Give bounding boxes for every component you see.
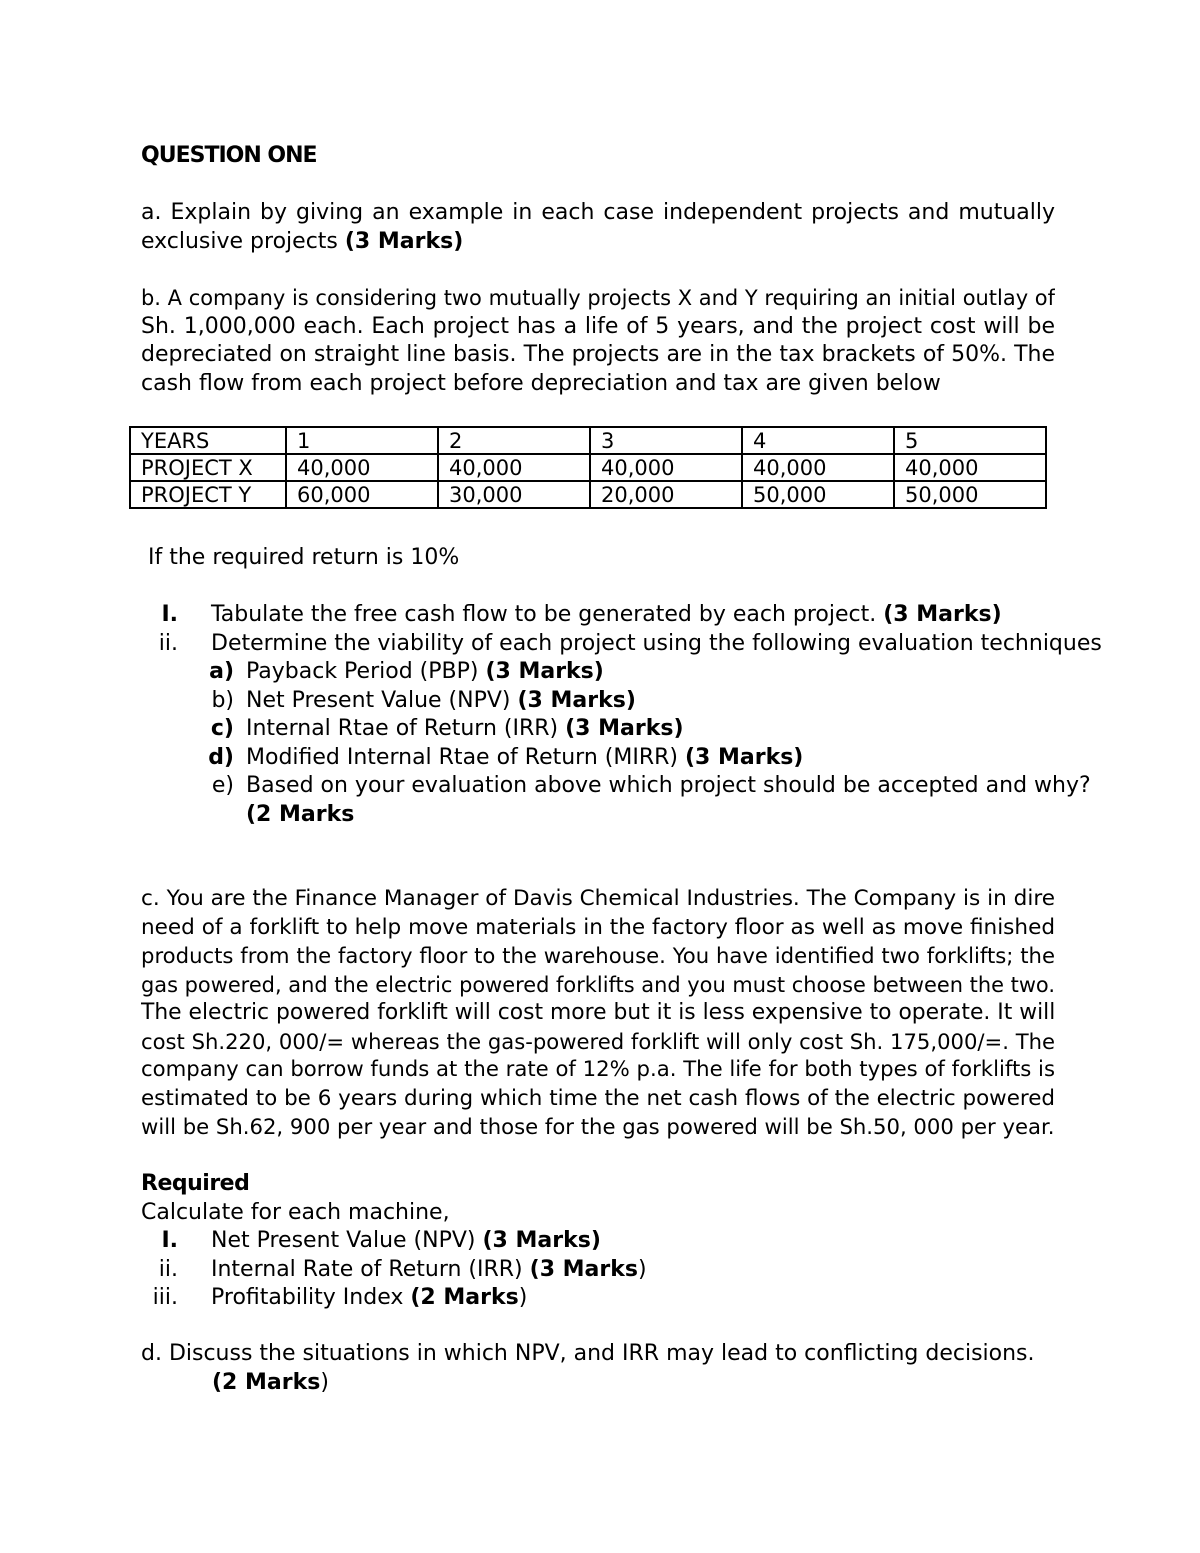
table-cell: 2 <box>438 427 590 454</box>
item-c-iii <box>211 1284 527 1312</box>
part-d-marks-line <box>212 1369 329 1397</box>
item-c-ii-text: Internal Rate of Return (IRR) <box>211 1257 530 1282</box>
item-c-i-number: I. <box>161 1228 178 1253</box>
table-cell: PROJECT X <box>130 454 286 481</box>
part-c-line-6: cost Sh.220, 000/= whereas the gas-powered forklift will only cost Sh. 175,000/=. The <box>141 1028 1055 1054</box>
part-a-marks: (3 Marks) <box>344 228 464 254</box>
required-heading: Required <box>141 1171 250 1196</box>
part-a-line-2 <box>141 228 1055 257</box>
sub-b-text: Net Present Value (NPV) <box>246 688 518 713</box>
item-b-i-number: I. <box>161 602 178 627</box>
sub-e-letter: e) <box>211 773 234 798</box>
sub-c-letter: c) <box>210 716 234 741</box>
table-cell: 50,000 <box>894 481 1046 508</box>
sub-d-marks: (3 Marks) <box>684 745 804 770</box>
part-c-line-3: products from the factory floor to the warehouse. You have identified two forklifts; the <box>141 943 1055 968</box>
table-cell: 5 <box>894 427 1046 454</box>
sub-a-text: Payback Period (PBP) <box>246 659 486 684</box>
item-b-i-marks: (3 Marks) <box>883 602 1002 627</box>
item-c-ii-number: ii. <box>158 1257 178 1282</box>
part-c-line-4: gas powered, and the electric powered forklifts and you must choose between the two. <box>141 972 1055 997</box>
part-c-line-8: estimated to be 6 years during which time the net cash flows of the electric powered <box>141 1085 1055 1111</box>
part-c-line-9: will be Sh.62, 900 per year and those for the gas powered will be Sh.50, 000 per year. <box>141 1114 1055 1139</box>
item-c-iii-number: iii. <box>152 1285 178 1310</box>
table-cell: 40,000 <box>742 454 894 481</box>
cash-flow-table <box>129 426 1047 509</box>
required-return: If the required return is 10% <box>148 545 460 570</box>
sub-d <box>246 744 803 772</box>
part-b-line-3: depreciated on straight line basis. The projects are in the tax brackets of 50%. The <box>141 342 1055 367</box>
sub-b <box>246 687 636 715</box>
calculate-line: Calculate for each machine, <box>141 1200 450 1225</box>
table-cell: 3 <box>590 427 742 454</box>
sub-b-marks: (3 Marks) <box>517 688 636 713</box>
table-cell: 50,000 <box>742 481 894 508</box>
table-cell: 40,000 <box>894 454 1046 481</box>
sub-d-text: Modified Internal Rtae of Return (MIRR) <box>246 745 685 770</box>
question-heading: QUESTION ONE <box>141 143 317 168</box>
table-header-row <box>130 427 1046 454</box>
table-row <box>130 454 1046 481</box>
table-cell: 40,000 <box>286 454 438 481</box>
item-c-i-text: Net Present Value (NPV) <box>211 1228 483 1253</box>
item-b-ii-number: ii. <box>158 631 178 656</box>
part-d-tail: ) <box>320 1370 329 1395</box>
item-c-ii <box>211 1256 647 1284</box>
item-c-iii-marks: (2 Marks <box>410 1285 519 1310</box>
part-b-line-4: cash flow from each project before depreciation and tax are given below <box>141 370 941 396</box>
part-a-line-1: a. Explain by giving an example in each case independent projects and mutually <box>141 200 1055 225</box>
table-cell: 40,000 <box>438 454 590 481</box>
sub-a <box>246 658 604 686</box>
table-cell: 30,000 <box>438 481 590 508</box>
table-cell: 4 <box>742 427 894 454</box>
table-cell: 40,000 <box>590 454 742 481</box>
item-b-ii-text: Determine the viability of each project using the following evaluation techniques <box>211 631 1102 656</box>
table-cell: PROJECT Y <box>130 481 286 508</box>
table-cell: 1 <box>286 427 438 454</box>
sub-a-marks: (3 Marks) <box>485 659 604 684</box>
part-c <box>141 885 1055 1142</box>
part-c-line-2: need of a forklift to help move materials in the factory floor as well as move finished <box>141 914 1055 940</box>
item-c-ii-marks: (3 Marks <box>529 1257 638 1282</box>
item-b-i-text: Tabulate the free cash flow to be generated by each project. <box>211 602 884 627</box>
item-c-iii-tail: ) <box>518 1285 528 1310</box>
item-c-i <box>211 1227 601 1255</box>
sub-a-letter: a) <box>209 659 234 684</box>
sub-e-text: Based on your evaluation above which project should be accepted and why? <box>246 773 1091 798</box>
sub-c-marks: (3 Marks) <box>565 716 684 741</box>
item-c-ii-tail: ) <box>637 1257 647 1282</box>
table-cell: 20,000 <box>590 481 742 508</box>
part-d-text: d. Discuss the situations in which NPV, and IRR may lead to conflicting decisions. <box>141 1341 1035 1366</box>
table-row <box>130 481 1046 508</box>
sub-c <box>246 715 684 743</box>
sub-e-marks: (2 Marks <box>246 802 355 827</box>
sub-d-letter: d) <box>208 745 234 770</box>
part-c-line-1: c. You are the Finance Manager of Davis Chemical Industries. The Company is in dire <box>141 886 1055 911</box>
part-b <box>141 284 1055 398</box>
part-a-text: exclusive projects <box>141 228 345 254</box>
part-d-marks: (2 Marks <box>212 1370 321 1395</box>
sub-c-text: Internal Rtae of Return (IRR) <box>246 716 566 741</box>
table-cell: YEARS <box>130 427 286 454</box>
part-b-line-1: b. A company is considering two mutually projects X and Y requiring an initial outlay of <box>141 286 1055 310</box>
sub-b-letter: b) <box>211 688 234 713</box>
item-c-iii-text: Profitability Index <box>211 1285 411 1310</box>
item-c-i-marks: (3 Marks) <box>482 1228 601 1253</box>
part-a <box>141 199 1055 256</box>
part-c-line-5: The electric powered forklift will cost more but it is less expensive to operate. It will <box>141 1000 1055 1025</box>
item-b-i <box>211 601 1002 629</box>
table-cell: 60,000 <box>286 481 438 508</box>
part-b-line-2: Sh. 1,000,000 each. Each project has a life of 5 years, and the project cost will be <box>141 313 1055 339</box>
part-c-line-7: company can borrow funds at the rate of 12% p.a. The life for both types of forklifts is <box>141 1057 1055 1082</box>
